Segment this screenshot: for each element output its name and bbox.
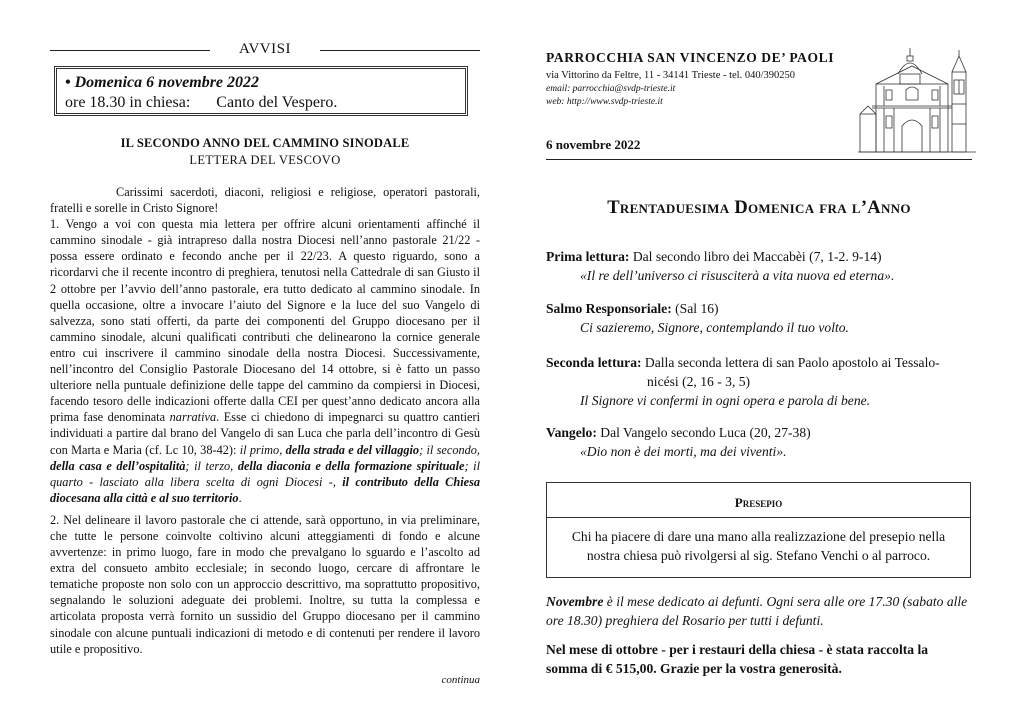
p1-narrativa: narrativa [169,410,217,425]
reading-gospel-quote: «Dio non è dei morti, ma dei viventi». [580,444,787,459]
p1-bold-1: della strada e del villaggio [285,442,420,457]
reading-second-text-2: nicési (2, 16 - 3, 5) [647,374,751,389]
reading-psalm-text: (Sal 16) [671,301,719,316]
reading-second-text: Dalla seconda lettera di san Paolo apostolo ai Tessalo- [641,355,940,370]
event-date: • Domenica 6 novembre 2022 [65,74,260,91]
reading-first [546,247,972,285]
reading-psalm [546,299,972,337]
presepio-box [546,482,971,578]
reading-psalm-quote: Ci sazieremo, Signore, contemplando il tuo volto. [580,320,849,335]
collection-notice: Nel mese di ottobre - per i restauri della chiesa - è stata raccolta la somma di € 515,00. Grazie per la vostra generosità. [546,642,929,676]
event-line [65,93,457,113]
article-greeting: Carissimi sacerdoti, diaconi, religiosi e religiose, operatori pastorali, fratelli e sorelle in Cristo Signore! [50,185,480,216]
p1-bold-4: il contributo della Chiesa diocesana alla città e al suo territorio [50,474,480,505]
november-text: è il mese dedicato ai defunti. Ogni sera alle ore 17.30 (sabato alle ore 18.30) preghiera del Rosario per tutti i defunti. [546,594,968,628]
event-time: ore 18.30 in chiesa: [65,94,191,111]
parish-email: email: parrocchia@svdp-trieste.it [546,84,676,94]
article-title: IL SECONDO ANNO DEL CAMMINO SINODALE [120,136,410,150]
p1-bold-3: della diaconia e della formazione spirituale [237,458,465,473]
reading-gospel-label: Vangelo: [546,425,597,440]
reading-first-quote: «Il re dell’universo ci risusciterà a vita nuova ed eterna». [580,268,895,283]
p1-italic-2: ; il secondo, [419,442,480,457]
reading-first-text: Dal secondo libro dei Maccabèi (7, 1-2. 9-14) [629,249,882,264]
november-notice [546,592,972,630]
p1-end: . [238,490,242,505]
reading-second-label: Seconda lettura: [546,355,642,370]
article-paragraph-2: 2. Nel delineare il lavoro pastorale che ci attende, sarà opportuno, in via preliminare, che tutte le persone coinvolte coltivino alcuni atteggiamenti di fondo e alcune avvertenze: in primo luogo, fare in modo che prevalgano lo sguardo e l’ascolto ad extra del consueto ambito ecclesiale; in secondo luogo, cercare di affrontare le tematiche proposte non solo con un approccio descrittivo, ma soprattutto propositivo, segnalando le soluzioni adeguate dei problemi. Inoltre, su tutta la complessa e articolata proposta verrà fornito un sussidio del Gruppo diocesano per il cammino sinodale con alcune puntuali indicazioni di metodo e di contenuti per rendere il lavoro utile e propositivo. [50,512,480,656]
reading-first-label: Prima lettura: [546,249,630,264]
p1-text-b: . Esse ci chiedono di impegnarci su quattro cantieri individuati a partire dal brano del Vangelo di san Luca che parla dell’incontro di Gesù con Marta e Maria (cf. Lc 10, 38-42): [50,410,480,457]
p1-italic-1: il primo, [239,442,286,457]
avvisi-label: AVVISI [239,41,291,57]
reading-second-quote: Il Signore vi confermi in ogni opera e parola di bene. [580,393,871,408]
reading-psalm-label: Salmo Responsoriale: [546,301,672,316]
event-box [54,66,468,116]
continua-label: continua [441,674,480,686]
reading-second [546,353,972,410]
article-body [50,184,480,657]
church-illustration [858,44,976,156]
header-divider [546,159,972,160]
parish-name: PARROCCHIA SAN VINCENZO DE’ PAOLI [546,50,835,65]
p1-text-a: 1. Vengo a voi con questa mia lettera per offrire alcuni orientamenti affinché il cammino sinodale - già intrapreso dalla nostra Diocesi nell’anno pastorale 21/22 - possa essere ordinato e fecondo anche per il 22/23. A questo riguardo, sono a ricordarvi che il recente incontro di preghiera, tenutosi nella Cattedrale di san Giusto il 2 ottobre per l’avvio dell’anno pastorale, era tutto dedicato al cammino sinodale. In quella occasione, oltre a invocare l’aiuto del Signore e la luce del suo Vangelo di salvezza, sono stati offerti, da parte dei componenti del Gruppo diocesano per il cammino sinodale, alcuni qualificati contributi che delinearono la cornice generale entro cui inscrivere il cammino sinodale della nostra Diocesi. Successivamente, nell’incontro del Consiglio Pastorale Diocesano del 14 ottobre, si è fatto un passo ulteriore nella puntuale definizione delle tappe del cammino da compiersi in Diocesi, facendo tesoro delle indicazioni offerte dalla CEI per quest’anno dedicato ancora alla prima fase denominata [50,217,480,425]
issue-date: 6 novembre 2022 [546,137,641,152]
parish-web: web: http://www.svdp-trieste.it [546,97,663,107]
presepio-divider [547,517,970,518]
p1-italic-3: ; il terzo, [185,458,238,473]
article-paragraph-1 [50,216,480,506]
presepio-text: Chi ha piacere di dare una mano alla realizzazione del presepio nella nostra chiesa può rivolgersi al sig. Stefano Venchi o al parroco. [571,529,946,563]
sunday-title: Trentaduesima Domenica fra l’Anno [607,198,911,218]
event-what: Canto del Vespero. [216,94,338,111]
reading-gospel [546,423,972,461]
parish-address: via Vittorino da Feltre, 11 - 34141 Trieste - tel. 040/390250 [546,70,796,81]
reading-gospel-text: Dal Vangelo secondo Luca (20, 27-38) [596,425,811,440]
avvisi-rule-right [320,50,480,51]
presepio-title: Presepio [734,495,783,510]
p1-italic-4: ; il quarto - lasciato alla libera scelta di ogni Diocesi -, [50,458,480,489]
article-subtitle: LETTERA DEL VESCOVO [189,153,341,167]
avvisi-header [50,40,480,60]
november-bold: Novembre [546,594,604,609]
p1-bold-2: della casa e dell’ospitalità [50,458,186,473]
